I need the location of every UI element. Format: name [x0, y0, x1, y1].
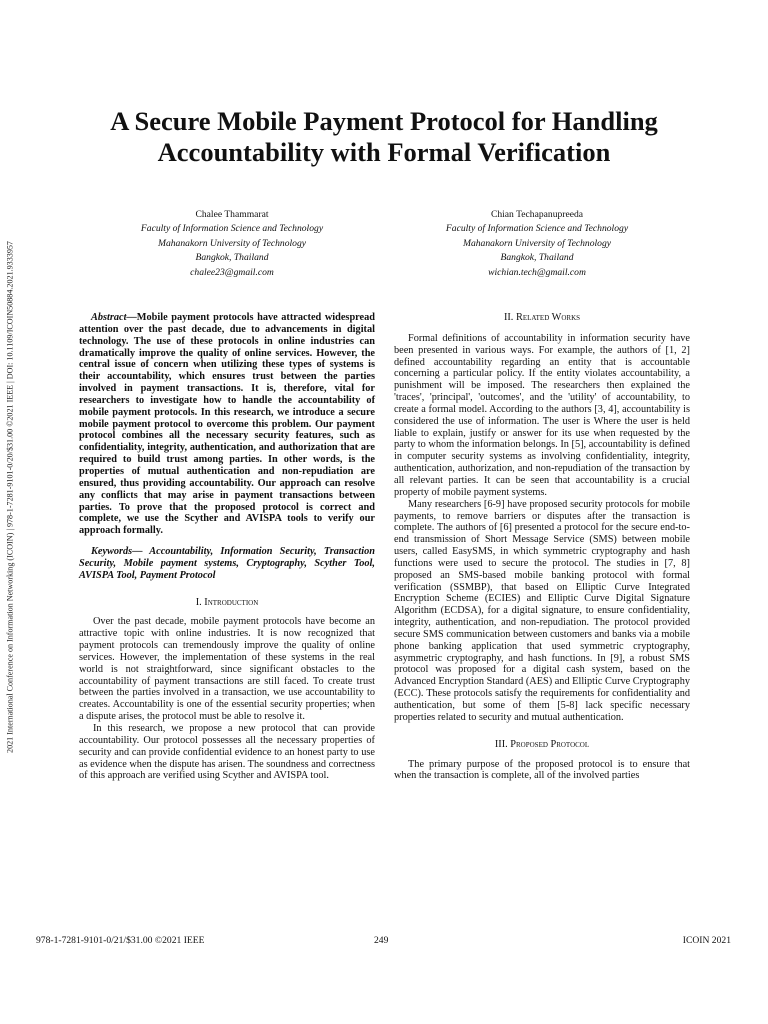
- abstract: [79, 312, 375, 537]
- intro-paragraph-2: In this research, we propose a new protocol that can provide accountability. Our protocol possesses all the necessary properties of security and can provide confidential evidence to an honest party to use as evidence when the dispute has arisen. The soundness and correctness of this approach are verified using Scyther and AVISPA tool.: [79, 723, 375, 782]
- author-location: Bangkok, Thailand: [195, 252, 269, 264]
- section-heading-introduction: I. Introduction: [195, 596, 259, 608]
- author-block-1: [102, 208, 362, 280]
- author-faculty: Faculty of Information Science and Technology: [445, 223, 629, 235]
- keywords: Keywords— Accountability, Information Security, Transaction Security, Mobile payment systems, Cryptography, Scyther Tool, AVISPA Tool, Payment Protocol: [79, 546, 375, 581]
- author-location: Bangkok, Thailand: [500, 252, 574, 264]
- related-paragraph-2: Many researchers [6-9] have proposed security protocols for mobile payments, to remove barriers or disputes after the transaction is complete. The authors of [6] presented a protocol for the secure end-to-end transmission of Short Message Service (SMS) between mobile users, called EasySMS, in which symmetric cryptography and hash functions were used to secure the protocol. The studies in [7, 8] proposed an SMS-based mobile banking protocol with formal verification (SSMBP), that based on Elliptic Curve Integrated Encryption Scheme (ECIES) and Elliptic Curve Digital Signature Algorithm (ECDSA), for a digital signature, to ensure confidentiality, integrity, authentication, and non-repudiation. The protocol provided secure SMS communication between customers and banks via a mobile phone banking application that used symmetric cryptography, asymmetric cryptography, and hash functions. In [9], a robust SMS protocol was proposed for a digital cash system, based on the Advanced Encryption Standard (AES) and Elliptic Curve Cryptography (ECC). These protocols satisfy the requirements for confidentiality and authentication, but some of them [5-8] lack specific necessary properties related to security and mutual authentication.: [394, 498, 690, 723]
- author-block-2: [407, 208, 667, 280]
- author-university: Mahanakorn University of Technology: [462, 237, 612, 249]
- footer-conference: ICOIN 2021: [682, 935, 731, 946]
- left-column: [79, 312, 375, 782]
- page-number: 249: [374, 935, 389, 946]
- author-name: Chian Techapanupreeda: [490, 209, 584, 220]
- author-faculty: Faculty of Information Science and Technology: [140, 223, 324, 235]
- author-email: chalee23@gmail.com: [190, 266, 274, 278]
- section-heading-proposed-protocol: III. Proposed Protocol: [494, 738, 590, 750]
- author-university: Mahanakorn University of Technology: [157, 237, 307, 249]
- title-line-2: Accountability with Formal Verification: [157, 137, 611, 167]
- right-column: [394, 312, 690, 782]
- side-metadata-text: 2021 International Conference on Information Networking (ICOIN) | 978-1-7281-9101-0/20/$31.00 ©2021 IEEE | DOI: 10.1109/ICOIN50884.2021.9333957: [5, 241, 15, 753]
- intro-paragraph-1: Over the past decade, mobile payment protocols have become an attractive topic with online industries. It is now recognized that payment protocols can tremendously improve the quality of online services. However, the implementation of these systems in the real world is not straightforward, since significant obstacles to the accountability of payment transactions are still faced. To create trust between the parties involved in a transaction, we use accountability to creates. Accountability is one of the essential security properties; when a dispute arises, the protocol must be able to resolve it.: [79, 616, 375, 723]
- proposed-paragraph-1: The primary purpose of the proposed protocol is to ensure that when the transaction is complete, all of the involved parties: [394, 758, 690, 782]
- side-metadata: [3, 212, 17, 782]
- author-name: Chalee Thammarat: [195, 209, 269, 220]
- abstract-text: Mobile payment protocols have attracted widespread attention over the past decade, due to advancements in digital technology. The use of these protocols in online industries can dramatically improve the quality of online services. However, the central issue of concern when utilizing these types of systems is their accountability, which ensures trust between the parties involved in payment transactions. It is, therefore, vital for researchers to investigate how to handle the accountability of mobile payment protocols. In this research, we introduce a secure mobile payment protocol to overcome this problem. Our payment protocol combines all the necessary security features, such as confidentiality, integrity, authentication, and authorization that are required to build trust among parties. In other words, is the properties of mutual authentication and non-repudiation are ensured, thus providing accountability. Our approach can resolve any conflicts that may arise in payment transactions between parties. To prove that the proposed protocol is correct and complete, we use the Scyther and AVISPA tools to verify our approach formally.: [79, 312, 375, 537]
- abstract-label: Abstract—: [91, 312, 137, 323]
- title-line-1: A Secure Mobile Payment Protocol for Handling: [110, 106, 658, 136]
- paper-title: [60, 106, 708, 168]
- author-email: wichian.tech@gmail.com: [488, 266, 586, 278]
- footer-copyright: 978-1-7281-9101-0/21/$31.00 ©2021 IEEE: [36, 935, 205, 946]
- related-paragraph-1: Formal definitions of accountability in information security have been presented in various ways. For example, the authors of [1, 2] defined accountability regarding an entity that is accountable concerning a particular policy. If the entity violates accountability, a punishment will be imposed. The researchers then explained the 'traces', 'principal', 'outcomes', and the 'utility' of accountability, to create a formal model. According to the authors [3, 4], accountability is considered the use of information. The user is Where the user is held liable to explain, justify or answer for its use when requested by the party to whom the information belongs. In [5], accountability is defined in computer security systems as involving confidentiality, integrity, authentication, authorization, and non-repudiation of the transaction by all relevant parties. It can be seen that accountability is a crucial property of mobile payment systems.: [394, 332, 690, 498]
- section-heading-related-works: II. Related Works: [503, 312, 581, 323]
